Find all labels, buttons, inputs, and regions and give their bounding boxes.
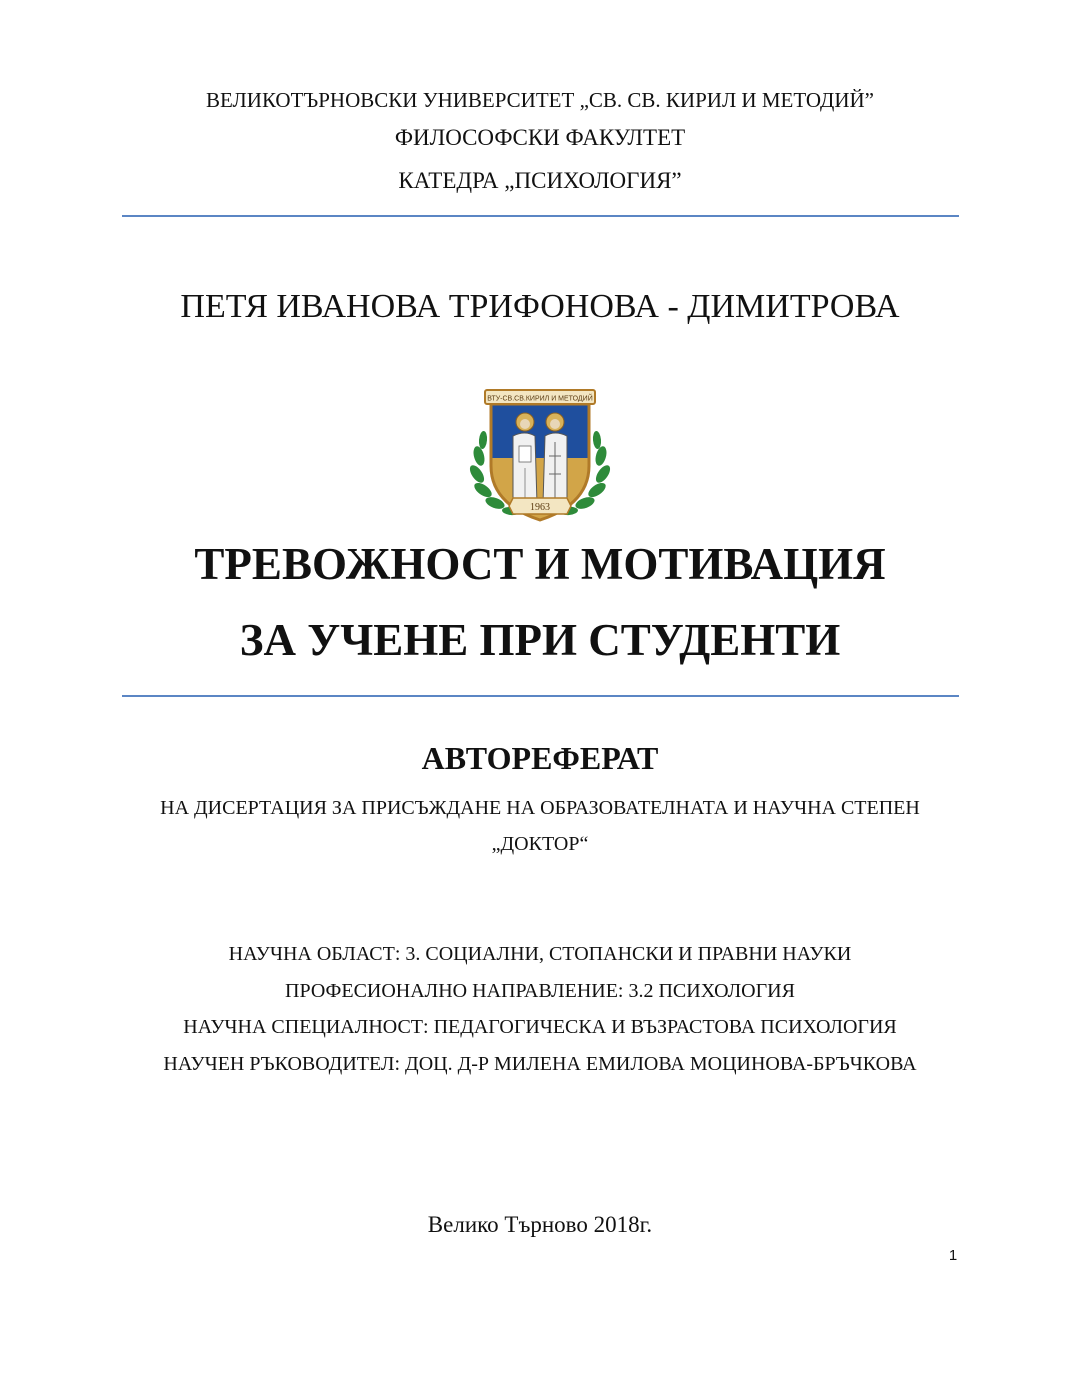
- faculty-name: ФИЛОСОФСКИ ФАКУЛТЕТ: [394, 125, 686, 150]
- page-number: 1: [948, 1247, 958, 1264]
- document-type: АВТОРЕФЕРАТ: [421, 740, 659, 776]
- department-name: КАТЕДРА „ПСИХОЛОГИЯ”: [398, 168, 682, 193]
- subtitle-line2: „ДОКТОР“: [491, 833, 589, 855]
- university-name: ВЕЛИКОТЪРНОВСКИ УНИВЕРСИТЕТ „СВ. СВ. КИРИЛ И МЕТОДИЙ”: [205, 88, 874, 112]
- scientific-field: НАУЧНА ОБЛАСТ: 3. СОЦИАЛНИ, СТОПАНСКИ И ПРАВНИ НАУКИ: [228, 943, 852, 965]
- thesis-title-line1: ТРЕВОЖНОСТ И МОТИВАЦИЯ: [194, 539, 886, 589]
- crest-year-text: 1963: [530, 502, 550, 513]
- title-divider: [122, 695, 959, 697]
- university-crest-icon: [469, 386, 611, 526]
- professional-direction: ПРОФЕСИОНАЛНО НАПРАВЛЕНИЕ: 3.2 ПСИХОЛОГИЯ: [285, 980, 795, 1002]
- scientific-supervisor: НАУЧЕН РЪКОВОДИТЕЛ: ДОЦ. Д-Р МИЛЕНА ЕМИЛОВА МОЦИНОВА-БРЪЧКОВА: [163, 1053, 917, 1075]
- subtitle-line1: НА ДИСЕРТАЦИЯ ЗА ПРИСЪЖДАНЕ НА ОБРАЗОВАТЕЛНАТА И НАУЧНА СТЕПЕН: [160, 797, 920, 819]
- author-name: ПЕТЯ ИВАНОВА ТРИФОНОВА - ДИМИТРОВА: [180, 288, 900, 325]
- crest-banner-text: ВТУ-СВ.СВ.КИРИЛ И МЕТОДИЙ: [487, 395, 593, 403]
- place-and-year: Велико Търново 2018г.: [427, 1212, 653, 1237]
- thesis-title-line2: ЗА УЧЕНЕ ПРИ СТУДЕНТИ: [239, 615, 841, 665]
- header-divider: [122, 215, 959, 217]
- scientific-specialty: НАУЧНА СПЕЦИАЛНОСТ: ПЕДАГОГИЧЕСКА И ВЪЗРАСТОВА ПСИХОЛОГИЯ: [183, 1016, 897, 1038]
